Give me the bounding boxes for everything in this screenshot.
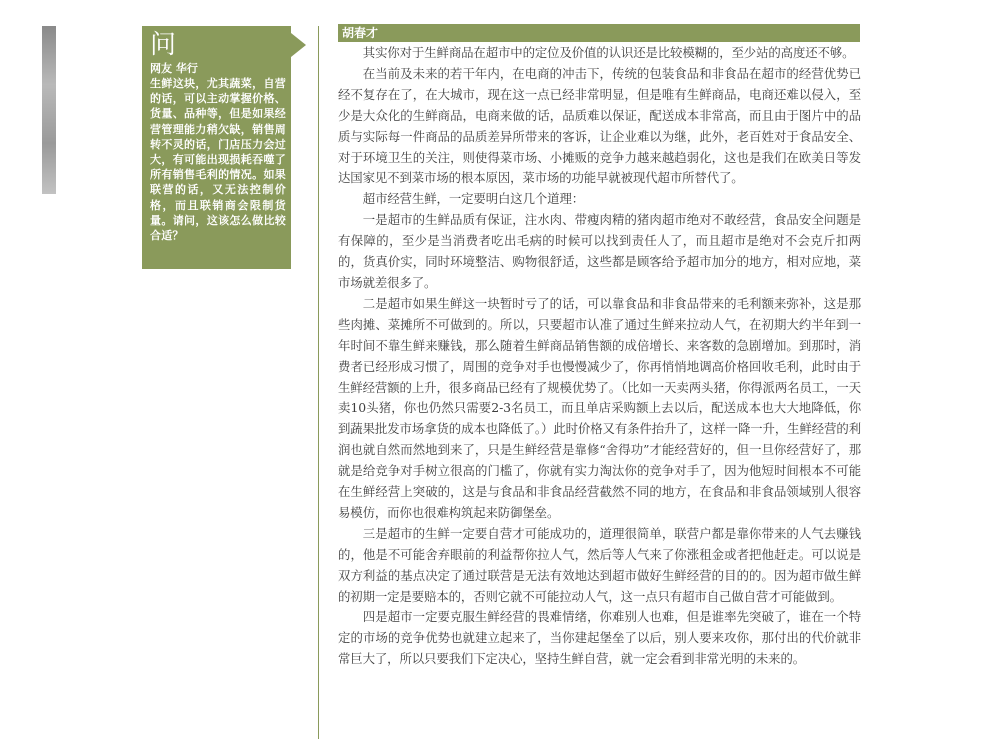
answer-paragraph: 三是超市的生鲜一定要自营才可能成功的，道理很简单，联营户都是靠你带来的人气去赚钱的，他是不可能舍弃眼前的利益帮你拉人气，然后等人气来了你涨租金或者把他赶走。可以说是双方利益的基点决定了通过联营是无法有效地达到超市做好生鲜经营的目的的。因为超市做生鲜的初期一定是要赔本的，否则它就不可能拉动人气，这一点只有超市自己做自营才可能做到。	[338, 525, 861, 604]
question-arrow-icon	[291, 33, 306, 57]
answer-paragraph: 二是超市如果生鲜这一块暂时亏了的话，可以靠食品和非食品带来的毛利额来弥补，这是那些肉摊、菜摊所不可做到的。所以，只要超市认准了通过生鲜来拉动人气，在初期大约半年到一年时间不靠生鲜来赚钱，那么随着生鲜商品销售额的成倍增长、来客数的急剧增加。到那时，消费者已经形成习惯了，周围的竞争对手也慢慢减少了，你再悄悄地调高价格回收毛利，此时由于生鲜经营额的上升，很多商品已经有了规模优势了。（比如一天卖两头猪，你得派两名员工，一天卖10头猪，你也仍然只需要2-3名员工，而且单店采购额上去以后，配送成本也大大地降低，你到蔬果批发市场拿货的成本也降低了。）此时价格又有条件抬升了，这样一降一升，生鲜经营的利润也就自然而然地到来了，只是生鲜经营是靠修“舍得功”才能经营好的，但一旦你经营好了，那就是给竞争对手树立很高的门槛了，你就有实力淘汰你的竞争对手了，因为他短时间根本不可能在生鲜经营上突破的，这是与食品和非食品经营截然不同的地方，在食品和非食品领域别人很容易模仿，而你也很难构筑起来防御堡垒。	[338, 295, 861, 520]
answer-paragraph: 一是超市的生鲜品质有保证，注水肉、带瘦肉精的猪肉超市绝对不敢经营，食品安全问题是有保障的，至少是当消费者吃出毛病的时候可以找到责任人了，而且超市是绝对不会克斤扣两的，货真价实，同时环境整洁、购物很舒适，这些都是顾客给予超市加分的地方，相对应地，菜市场就差很多了。	[338, 212, 861, 290]
answer-paragraph: 其实你对于生鲜商品在超市中的定位及价值的认识还是比较模糊的，至少站的高度还不够。	[362, 45, 855, 60]
answer-author-header: 胡春才	[338, 24, 860, 42]
decorative-photo-strip	[42, 26, 56, 194]
question-asker: 网友 华行	[150, 62, 198, 75]
question-text: 生鲜这块，尤其蔬菜，自营的话，可以主动掌握价格、货量、品种等，但是如果经营管理能力稍欠缺，销售周转不灵的话，门店压力会过大，有可能出现损耗吞噬了所有销售毛利的情况。如果联营的话，又无法控制价格，而且联销商会限制货量。请问，这该怎么做比较合适？	[150, 77, 286, 243]
answer-paragraph: 四是超市一定要克服生鲜经营的畏难情绪，你难别人也难，但是谁率先突破了，谁在一个特定的市场的竞争优势也就建立起来了，当你建起堡垒了以后，别人要来攻你，那付出的代价就非常巨大了，所以只要我们下定决心，坚持生鲜自营，就一定会看到非常光明的未来的。	[338, 609, 861, 667]
question-label: 问	[150, 30, 177, 60]
answer-paragraph: 超市经营生鲜，一定要明白这几个道理：	[362, 191, 585, 207]
column-divider	[318, 26, 319, 739]
question-box	[142, 26, 291, 269]
answer-paragraph: 在当前及未来的若干年内，在电商的冲击下，传统的包装食品和非食品在超市的经营优势已经不复存在了，在大城市，现在这一点已经非常明显，但是唯有生鲜商品，电商还难以侵入，至少是大众化的生鲜商品，电商来做的话，品质难以保证，配送成本非常高，而且由于图片中的品质与实际每一件商品的品质差异所带来的客诉，让企业难以为继，此外，老百姓对于食品安全、对于环境卫生的关注，则使得菜市场、小摊贩的竞争力越来越趋弱化，这也是我们在欧美日等发达国家见不到菜市场的根本原因，菜市场的功能早就被现代超市所替代了。	[338, 65, 861, 186]
answer-body	[338, 43, 861, 670]
